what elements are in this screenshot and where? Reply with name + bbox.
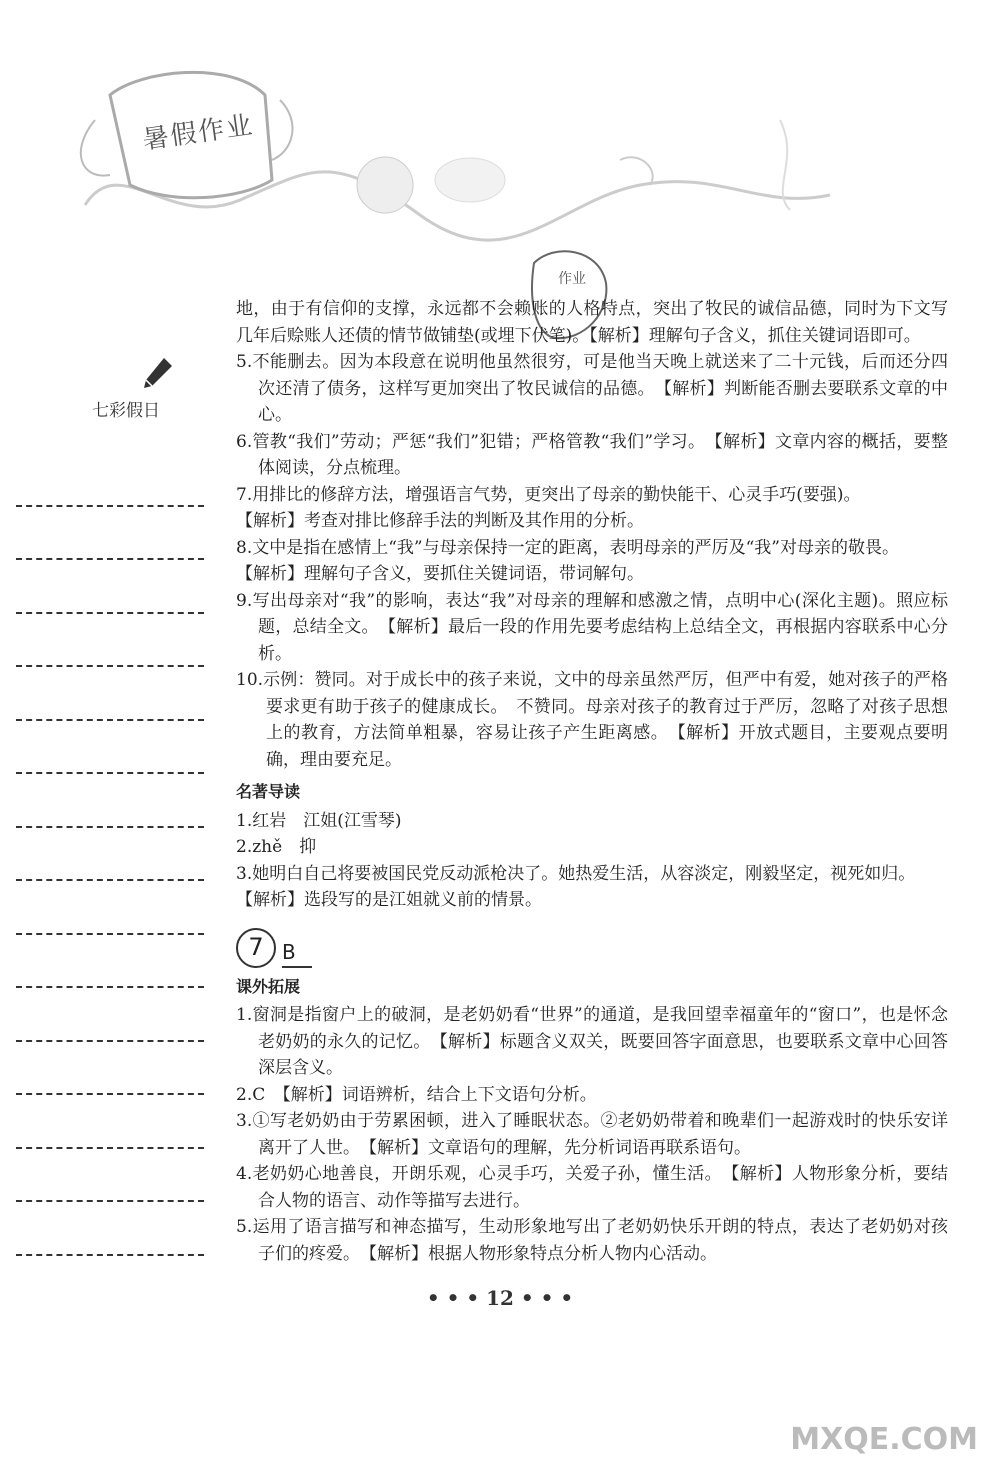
lesson-marker xyxy=(236,924,948,968)
note-line xyxy=(16,560,204,614)
answer-item: 7.用排比的修辞方法，增强语言气势，更突出了母亲的勤快能干、心灵手巧(要强)。 xyxy=(236,484,861,505)
analysis-line: 【解析】考查对排比修辞手法的判断及其作用的分析。 xyxy=(236,511,644,531)
watermark: MXQE.COM xyxy=(790,1422,978,1457)
note-line xyxy=(16,828,204,882)
analysis-line: 【解析】理解句子含义，要抓住关键词语，带词解句。 xyxy=(236,564,644,584)
note-line xyxy=(16,881,204,935)
answer-item: 3.她明白自己将要被国民党反动派枪决了。她热爱生活，从容淡定，刚毅坚定，视死如归。 xyxy=(236,863,916,884)
note-line xyxy=(16,988,204,1042)
answer-item: 1.红岩 江姐(江雪琴) xyxy=(236,810,402,831)
header-title: 暑假作业 xyxy=(140,110,256,156)
answer-item: 3.①写老奶奶由于劳累困顿，进入了睡眠状态。②老奶奶带着和晚辈们一起游戏时的快乐安详离开了人世。 【解析】文章语句的理解，先分析词语再联系语句。 xyxy=(236,1111,948,1158)
answer-item: 1.窗洞是指窗户上的破洞，是老奶奶看“世界”的通道，是我回望幸福童年的“窗口”，也是怀念老奶奶的永久的记忆。 【解析】标题含义双关，既要回答字面意思，也要联系文章中心回答深层含义。 xyxy=(236,1005,948,1078)
note-lines xyxy=(16,453,204,1256)
note-line xyxy=(16,1095,204,1149)
answer-item: 8.文中是指在感情上“我”与母亲保持一定的距离，表明母亲的严厉及“我”对母亲的敬畏。 xyxy=(236,537,899,558)
pen-icon xyxy=(140,355,176,391)
answer-item: 2.zhě 抑 xyxy=(236,837,317,857)
answer-item: 5.不能删去。因为本段意在说明他虽然很穷，可是他当天晚上就送来了二十元钱，后而还分四次还清了债务，这样写更加突出了牧民诚信的品德。 【解析】判断能否删去要联系文章的中心。 xyxy=(236,352,948,425)
answer-item: 5.运用了语言描写和神态描写，生动形象地写出了老奶奶快乐开朗的特点，表达了老奶奶对孩子们的疼爱。 【解析】根据人物形象特点分析人物内心活动。 xyxy=(236,1217,948,1264)
answer-item: 2.C 【解析】词语辨析，结合上下文语句分析。 xyxy=(236,1084,597,1105)
note-line xyxy=(16,935,204,989)
sidebar-label: 七彩假日 xyxy=(92,401,160,421)
note-line xyxy=(16,453,204,507)
note-line xyxy=(16,667,204,721)
answer-item: 地，由于有信仰的支撑，永远都不会赖账的人格特点，突出了牧民的诚信品德，同时为下文写几年后赊账人还债的情节做铺垫(或埋下伏笔)。【解析】理解句子含义，抓住关键词语即可。 xyxy=(236,299,948,346)
lesson-label: B xyxy=(282,939,312,968)
answer-item: 10.示例：赞同。对于成长中的孩子来说，文中的母亲虽然严厉，但严中有爱，她对孩子的严格要求更有助于孩子的健康成长。 不赞同。母亲对孩子的教育过于严厉，忽略了对孩子思想上的教育，方法简单粗暴，容易让孩子产生距离感。 【解析】开放式题目，主要观点要明确，理由要充足。 xyxy=(236,670,948,770)
note-line xyxy=(16,614,204,668)
answer-item: 9.写出母亲对“我”的影响，表达“我”对母亲的理解和感激之情，点明中心(深化主题)。照应标题，总结全文。 【解析】最后一段的作用先要考虑结构上总结全文，再根据内容联系中心分析。 xyxy=(236,590,948,664)
section-heading: 名著导读 xyxy=(236,782,301,801)
note-line xyxy=(16,774,204,828)
note-line xyxy=(16,1042,204,1096)
note-line xyxy=(16,1149,204,1203)
note-line xyxy=(16,507,204,561)
note-line xyxy=(16,1202,204,1256)
page-number: • • • 12 • • • xyxy=(426,1286,574,1310)
answer-content xyxy=(236,296,948,1267)
lesson-number: 7 xyxy=(236,928,276,968)
stamp-text: 作业 xyxy=(558,271,586,287)
note-line xyxy=(16,721,204,775)
answer-item: 4.老奶奶心地善良，开朗乐观，心灵手巧，关爱子孙，懂生活。 【解析】人物形象分析，要结合人物的语言、动作等描写去进行。 xyxy=(236,1164,948,1211)
section-heading: 课外拓展 xyxy=(236,976,301,996)
analysis-line: 【解析】选段写的是江姐就义前的情景。 xyxy=(236,890,542,910)
answer-item: 6.管教“我们”劳动；严惩“我们”犯错；严格管教“我们”学习。 【解析】文章内容的概括，要整体阅读，分点梳理。 xyxy=(236,431,948,478)
